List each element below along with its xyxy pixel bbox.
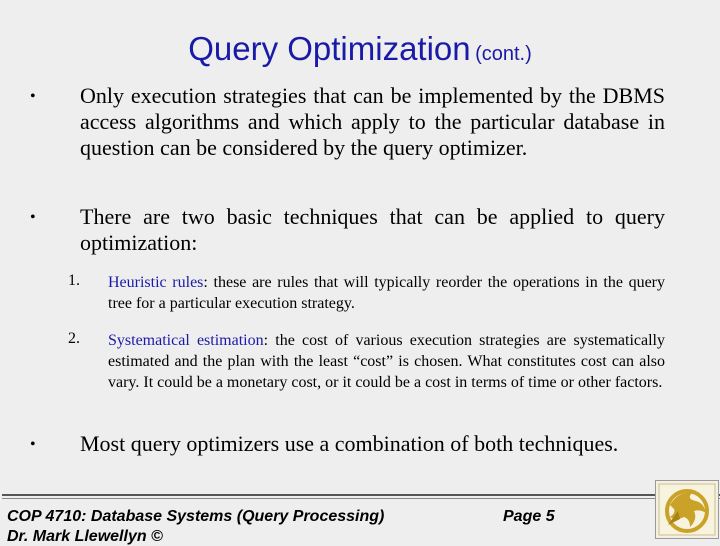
footer-course: COP 4710: Database Systems (Query Processing) xyxy=(7,508,385,525)
bullet-marker-2: • xyxy=(30,209,36,226)
footer-page-number: Page 5 xyxy=(503,508,555,525)
technique-desc-1: : these are rules that will typically reorder the operations in the query tree for a particular execution strategy. xyxy=(108,274,666,312)
technique-number-1: 1. xyxy=(68,272,80,289)
bullet-marker-1: • xyxy=(30,88,36,105)
slide-title-main: Query Optimization xyxy=(188,30,471,67)
technique-number-2: 2. xyxy=(68,330,80,347)
footer-divider xyxy=(2,494,720,496)
technique-term-1: Heuristic rules xyxy=(108,274,204,291)
pegasus-logo-icon xyxy=(655,480,719,539)
footer-author: Dr. Mark Llewellyn © xyxy=(7,528,163,545)
technique-text-1 xyxy=(108,272,665,314)
technique-term-2: Systematical estimation xyxy=(108,332,264,349)
bullet-marker-3: • xyxy=(30,436,36,453)
technique-desc-2: : the cost of various execution strategies are systematically estimated and the plan with the least “cost” is chosen. What constitutes cost can also vary. It could be a monetary cost, or it could be a cost in terms of time or other factors. xyxy=(108,332,665,391)
bullet-text-1: Only execution strategies that can be implemented by the DBMS access algorithms and which apply to the particular database in question can be considered by the query optimizer. xyxy=(80,83,665,160)
footer-divider-thin xyxy=(2,498,720,499)
bullet-text-2: There are two basic techniques that can be applied to query optimization: xyxy=(80,204,665,255)
technique-text-2 xyxy=(108,330,665,393)
slide-title xyxy=(0,30,720,68)
slide-title-suffix: (cont.) xyxy=(475,43,532,65)
bullet-text-3: Most query optimizers use a combination of both techniques. xyxy=(80,431,619,456)
